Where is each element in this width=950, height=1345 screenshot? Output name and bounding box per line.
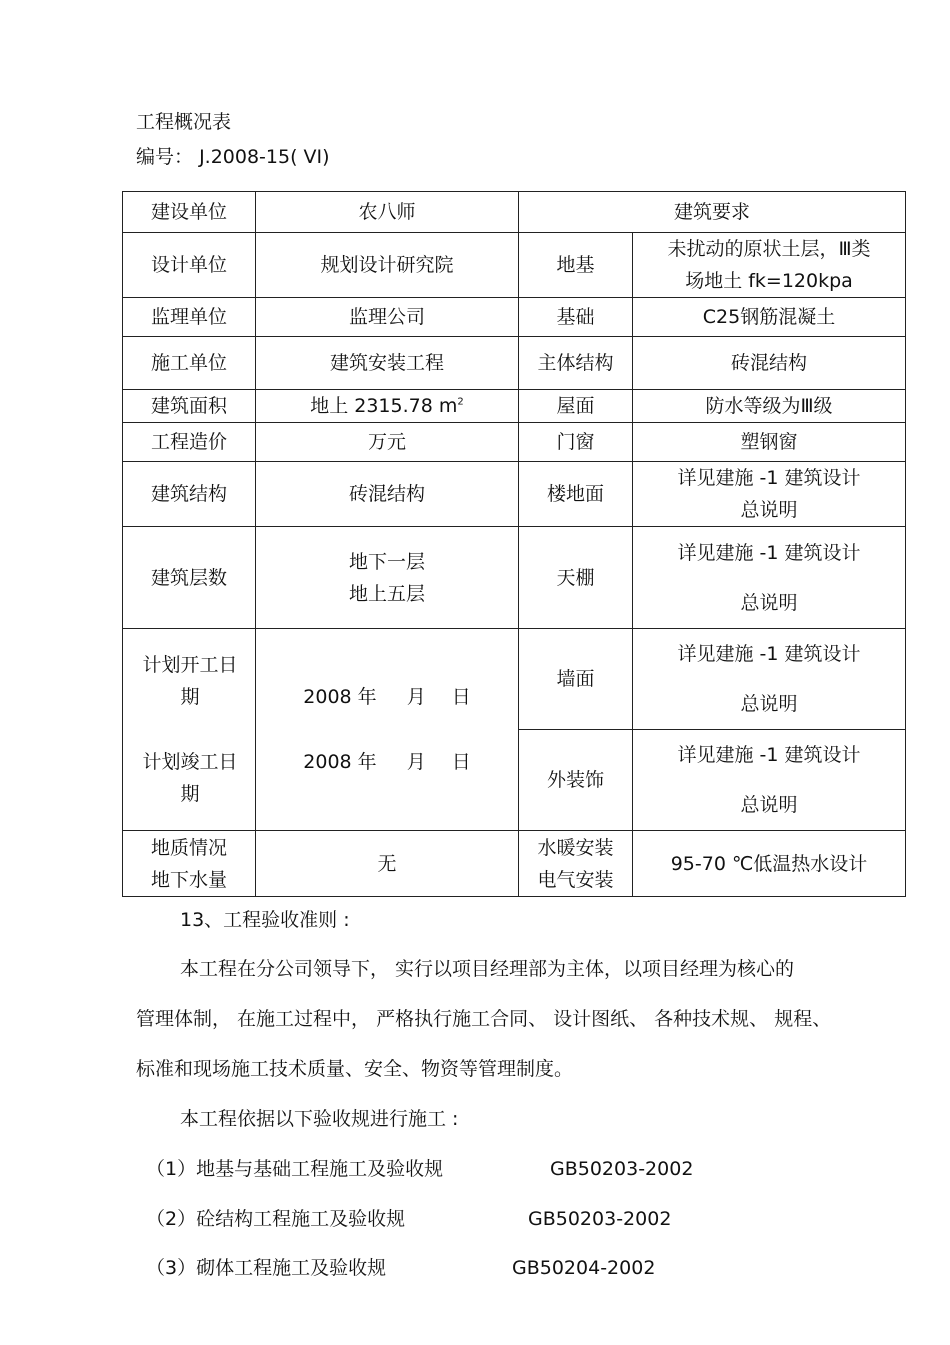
table-cell	[519, 831, 633, 897]
cell-line: 地上五层	[348, 582, 425, 605]
start-date	[260, 681, 514, 713]
standard-item-code: GB50203-2002	[550, 1158, 694, 1180]
document-number-value: J.2008-15( VI)	[199, 146, 330, 168]
table-cell: 无	[256, 831, 519, 897]
table-cell: 规划设计研究院	[256, 233, 519, 298]
cell-line: 总说明	[740, 693, 798, 715]
standard-item-label: （2）砼结构工程施工及验收规	[146, 1208, 406, 1230]
area-value: 地上 2315.78 m	[310, 395, 458, 417]
paragraph-line: 本工程依据以下验收规进行施工 :	[180, 1108, 459, 1130]
table-cell	[256, 629, 519, 831]
start-year: 2008 年	[303, 686, 377, 708]
table-cell	[633, 730, 906, 831]
end-day: 日	[451, 751, 471, 773]
cell-line: 地下一层	[348, 550, 425, 573]
table-cell: 屋面	[519, 390, 633, 423]
table-row	[123, 462, 906, 527]
cell-line: 详见建施 -1 建筑设计	[677, 541, 861, 564]
table-row	[123, 233, 906, 298]
cell-line: 地下水量	[150, 868, 227, 891]
table-cell: 砖混结构	[256, 462, 519, 527]
table-cell	[123, 831, 256, 897]
cell-line: 期	[180, 783, 200, 805]
table-cell: 主体结构	[519, 337, 633, 390]
table-cell: 外装饰	[519, 730, 633, 831]
table-cell: 天棚	[519, 527, 633, 629]
paragraph-line: 标准和现场施工技术质量、安全、物资等管理制度。	[136, 1058, 574, 1080]
cell-line: 水暖安装	[537, 836, 614, 859]
cell-line: 场地土 fk=120kpa	[685, 270, 853, 292]
cell-line: 详见建施 -1 建筑设计	[677, 643, 861, 665]
cell-line: 总说明	[740, 499, 798, 521]
table-row	[123, 390, 906, 423]
paragraph-line: 管理体制， 在施工过程中， 严格执行施工合同、 设计图纸、 各种技术规、 规程、	[136, 1008, 832, 1030]
document-number-label: 编号：	[136, 146, 194, 168]
section-heading: 13、工程验收准则 :	[180, 909, 350, 931]
table-cell: 施工单位	[123, 337, 256, 390]
table-cell: 砖混结构	[633, 337, 906, 390]
table-cell	[633, 527, 906, 629]
standard-item-label: （1）地基与基础工程施工及验收规	[146, 1158, 444, 1180]
table-row	[123, 629, 906, 730]
table-cell: 楼地面	[519, 462, 633, 527]
table-row	[123, 192, 906, 233]
table-cell: 农八师	[256, 192, 519, 233]
table-cell: 墙面	[519, 629, 633, 730]
cell-line: 详见建施 -1 建筑设计	[677, 467, 861, 489]
cell-line: 详见建施 -1 建筑设计	[677, 744, 861, 766]
table-cell	[256, 390, 519, 423]
table-cell: 建筑要求	[519, 192, 906, 233]
end-year: 2008 年	[303, 751, 377, 773]
standard-item-label: （3）砌体工程施工及验收规	[146, 1257, 387, 1279]
cell-line: 期	[180, 686, 200, 708]
table-cell	[123, 629, 256, 831]
table-cell: 基础	[519, 298, 633, 337]
start-month: 月	[406, 686, 426, 708]
table-cell	[633, 462, 906, 527]
cell-line: 总说明	[740, 794, 798, 816]
table-cell	[256, 527, 519, 629]
standard-item-code: GB50203-2002	[528, 1208, 672, 1230]
table-cell: 建筑层数	[123, 527, 256, 629]
table-cell: 建设单位	[123, 192, 256, 233]
cell-line: 未扰动的原状土层，Ⅲ类	[667, 238, 871, 260]
paragraph-line: 本工程在分公司领导下， 实行以项目经理部为主体，以项目经理为核心的	[180, 958, 795, 980]
document-title: 工程概况表	[136, 111, 232, 133]
table-cell: 建筑安装工程	[256, 337, 519, 390]
table-cell: 设计单位	[123, 233, 256, 298]
table-cell: 建筑结构	[123, 462, 256, 527]
start-day: 日	[451, 686, 471, 708]
table-cell: 塑钢窗	[633, 423, 906, 462]
table-cell: 工程造价	[123, 423, 256, 462]
project-overview-table	[122, 191, 906, 897]
standard-item-code: GB50204-2002	[512, 1257, 656, 1279]
table-cell: C25钢筋混凝土	[633, 298, 906, 337]
table-row	[123, 831, 906, 897]
end-month: 月	[406, 751, 426, 773]
table-cell: 监理公司	[256, 298, 519, 337]
table-cell: 监理单位	[123, 298, 256, 337]
table-row	[123, 298, 906, 337]
table-row	[123, 423, 906, 462]
table-cell: 地基	[519, 233, 633, 298]
table-cell	[633, 629, 906, 730]
table-row	[123, 337, 906, 390]
table-cell: 万元	[256, 423, 519, 462]
cell-line: 地质情况	[150, 836, 227, 859]
cell-line: 总说明	[740, 591, 798, 614]
table-cell: 门窗	[519, 423, 633, 462]
area-unit-superscript: 2	[457, 396, 464, 408]
table-cell	[633, 233, 906, 298]
table-cell: 95-70 ℃低温热水设计	[633, 831, 906, 897]
cell-line: 电气安装	[537, 868, 614, 891]
table-cell: 建筑面积	[123, 390, 256, 423]
cell-line: 计划开工日	[142, 654, 238, 676]
cell-line: 计划竣工日	[142, 751, 238, 773]
document-number	[136, 148, 330, 167]
end-date	[260, 746, 514, 778]
table-row	[123, 527, 906, 629]
table-cell: 防水等级为Ⅲ级	[633, 390, 906, 423]
